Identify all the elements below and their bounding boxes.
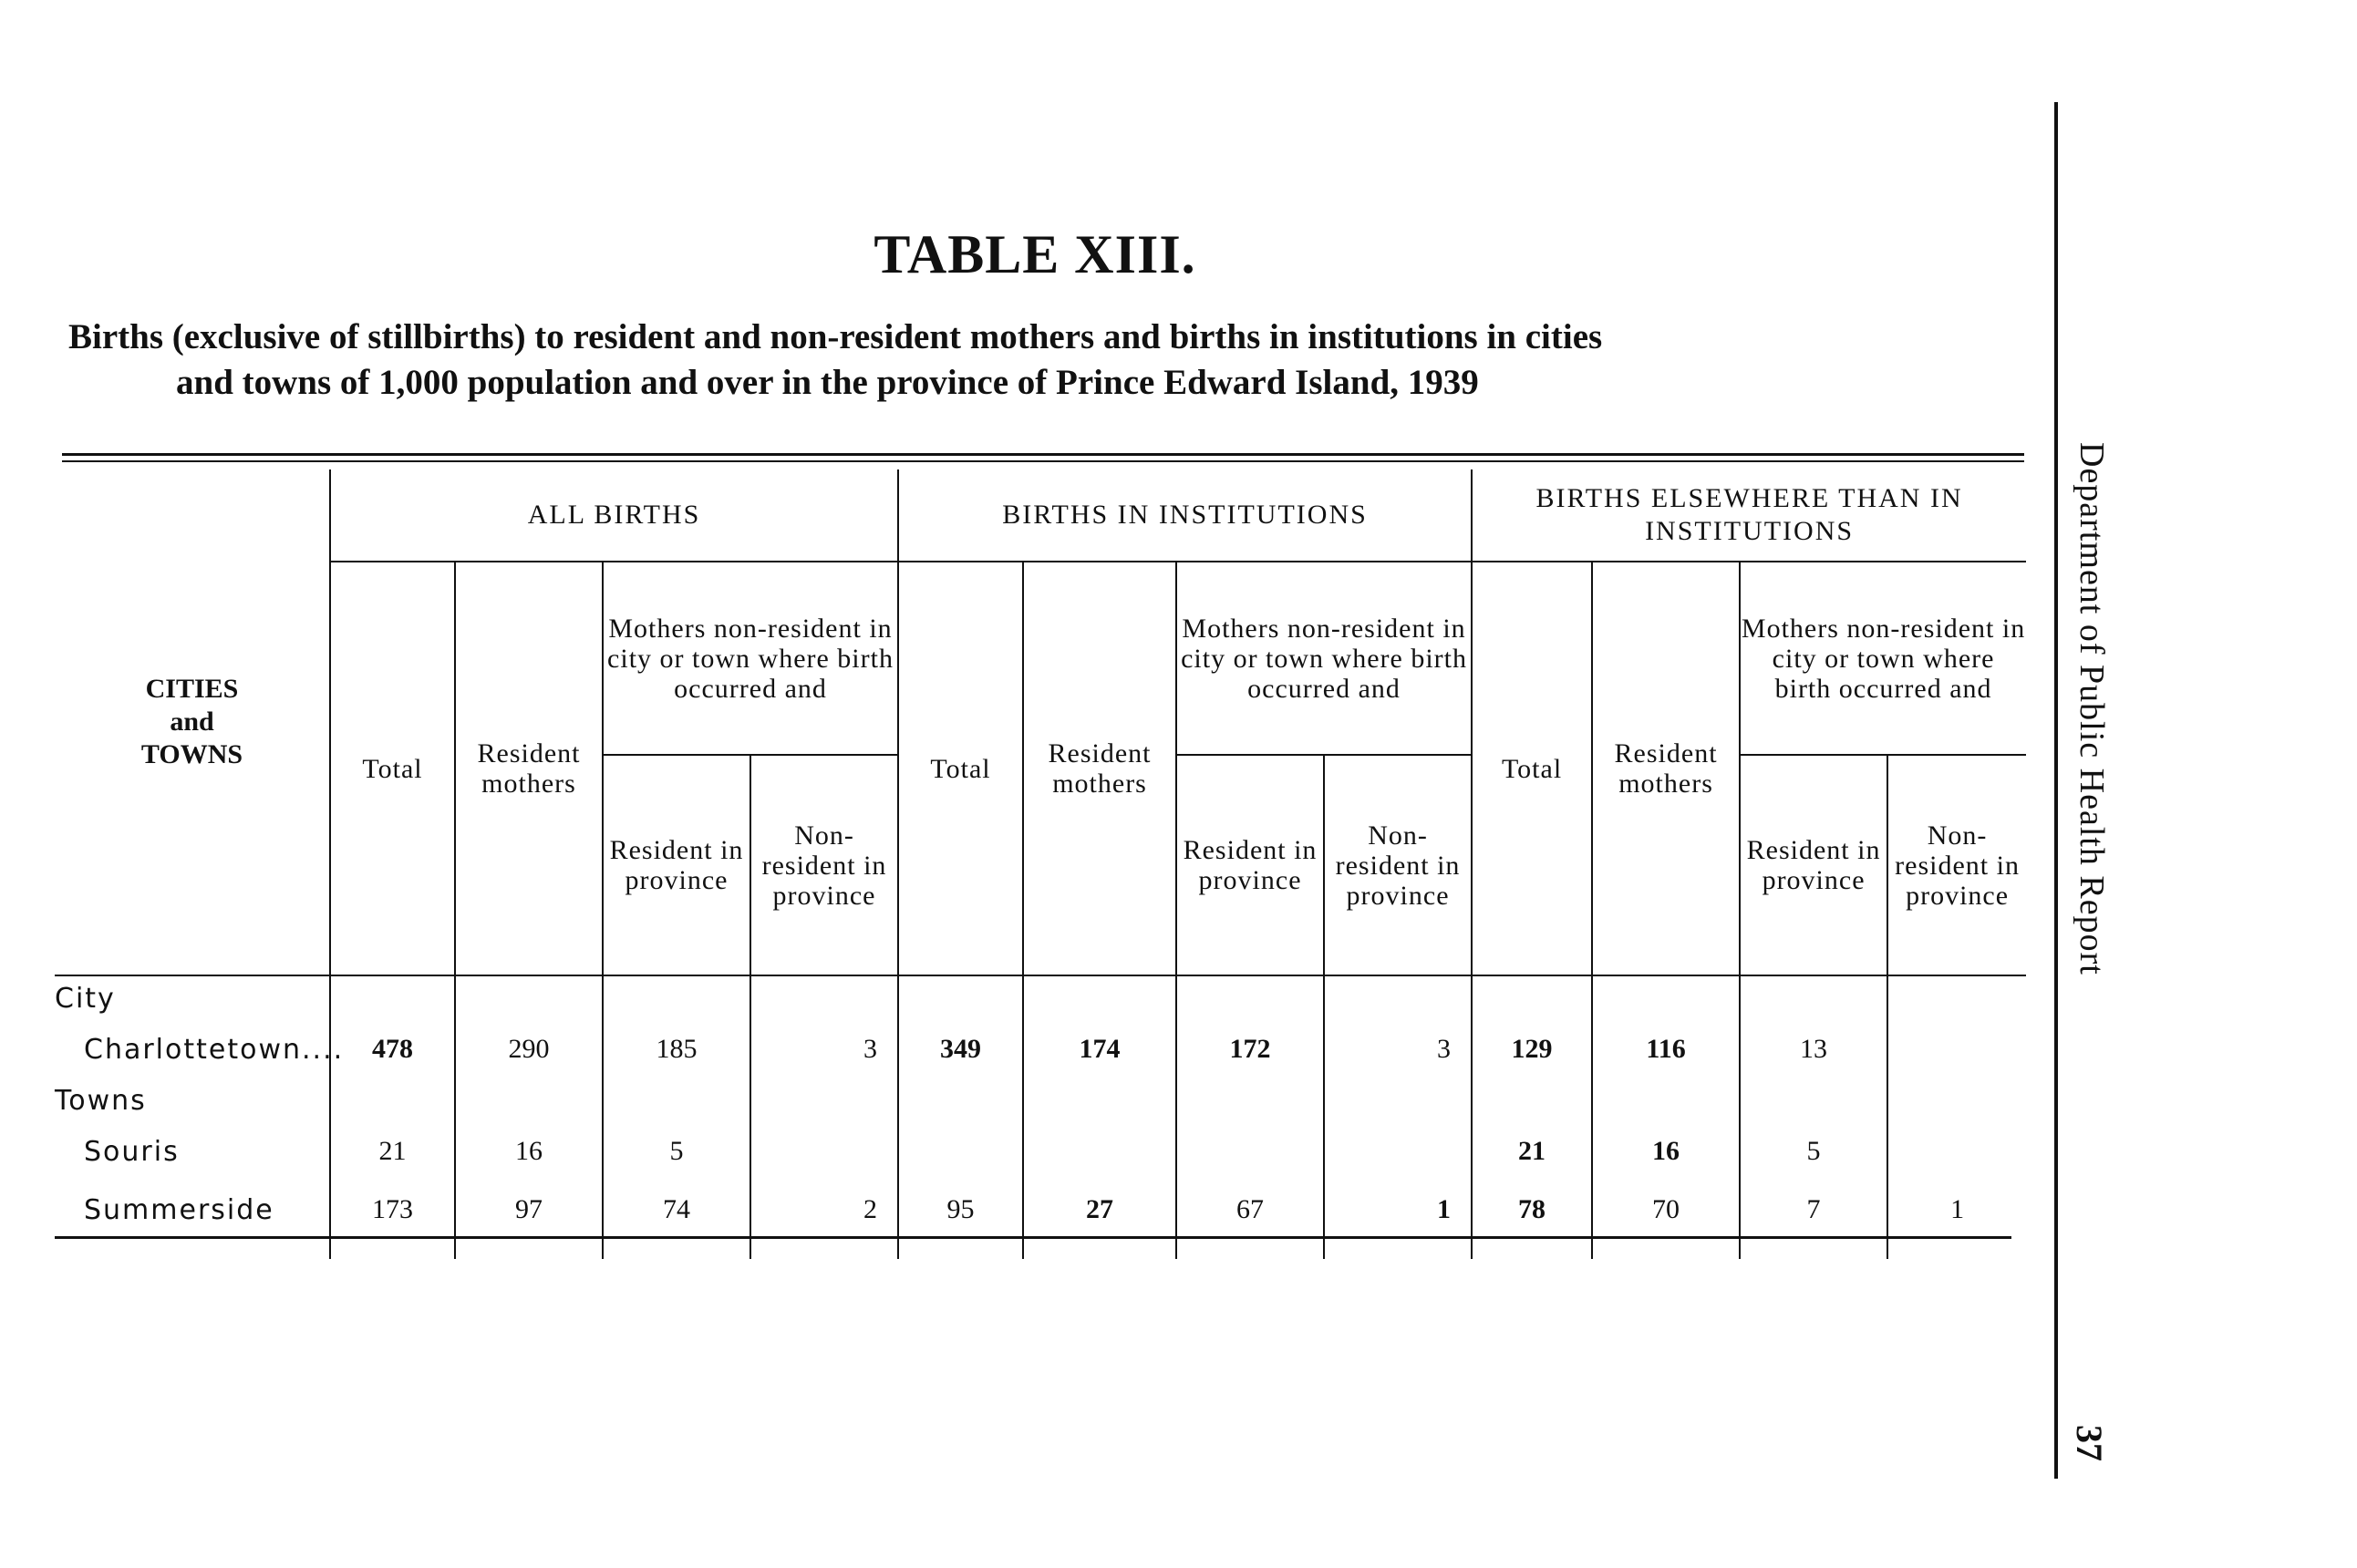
cell: 3 xyxy=(750,1020,898,1078)
cell: 1 xyxy=(1324,1181,1472,1239)
cell: 5 xyxy=(603,1122,750,1181)
group-header-births-elsewhere: BIRTHS ELSEWHERE THAN IN INSTITUTIONS xyxy=(1472,469,2026,562)
group-header-all-births: ALL BIRTHS xyxy=(330,469,898,562)
cell: 16 xyxy=(1592,1122,1740,1181)
table-row xyxy=(55,1122,2026,1181)
cell: 13 xyxy=(1740,1020,1887,1078)
births-table xyxy=(55,469,2026,1259)
cell: 290 xyxy=(455,1020,603,1078)
stub-header-line-3: TOWNS xyxy=(140,739,243,769)
cell: 16 xyxy=(455,1122,603,1181)
cell xyxy=(898,1122,1023,1181)
cell xyxy=(1887,1122,2026,1181)
col-header-resident-mothers: Resident mothers xyxy=(455,562,603,975)
col-header-resident-in-province: Resident in province xyxy=(1176,755,1324,975)
cell: 7 xyxy=(1740,1181,1887,1239)
cell xyxy=(1324,1122,1472,1181)
cell: 5 xyxy=(1740,1122,1887,1181)
caption-line-2: and towns of 1,000 population and over in the province of Prince Edward Island, 1939 xyxy=(176,363,1479,402)
col-header-total: Total xyxy=(1472,562,1592,975)
cell: 21 xyxy=(1472,1122,1592,1181)
cell: 74 xyxy=(603,1181,750,1239)
row-name: Charlottetown.... xyxy=(84,1033,345,1066)
cell: 172 xyxy=(1176,1020,1324,1078)
table-caption xyxy=(68,315,2001,406)
col-header-mothers-nonresident: Mothers non-resident in city or town where birth occurred and xyxy=(1740,562,2026,755)
col-header-nonresident-in-province: Non-resident in province xyxy=(750,755,898,975)
col-header-nonresident-in-province: Non-resident in province xyxy=(1887,755,2026,975)
cell: 173 xyxy=(330,1181,455,1239)
category-city: City xyxy=(55,982,116,1015)
cell: 349 xyxy=(898,1020,1023,1078)
col-header-total: Total xyxy=(898,562,1023,975)
col-header-mothers-nonresident: Mothers non-resident in city or town where birth occurred and xyxy=(1176,562,1472,755)
cell: 116 xyxy=(1592,1020,1740,1078)
caption-line-1: Births (exclusive of stillbirths) to resident and non-resident mothers and births in institutions in cities xyxy=(68,317,1603,356)
group-header-births-in-institutions: BIRTHS IN INSTITUTIONS xyxy=(898,469,1472,562)
stub-header-line-2: and xyxy=(170,707,214,737)
col-header-resident-in-province: Resident in province xyxy=(603,755,750,975)
category-towns: Towns xyxy=(55,1084,147,1117)
col-header-nonresident-in-province: Non-resident in province xyxy=(1324,755,1472,975)
page-number: 37 xyxy=(2069,1425,2110,1461)
cell xyxy=(1887,1020,2026,1078)
table-row xyxy=(55,1181,2026,1239)
cell: 478 xyxy=(330,1020,455,1078)
cell: 185 xyxy=(603,1020,750,1078)
cell xyxy=(1176,1122,1324,1181)
cell: 129 xyxy=(1472,1020,1592,1078)
page-edge-rule xyxy=(2054,102,2058,1479)
col-header-resident-mothers: Resident mothers xyxy=(1023,562,1176,975)
cell: 3 xyxy=(1324,1020,1472,1078)
cell xyxy=(750,1122,898,1181)
top-rule-thick xyxy=(62,453,2024,456)
bottom-rule xyxy=(55,1236,2011,1239)
col-header-resident-in-province: Resident in province xyxy=(1740,755,1887,975)
cell: 2 xyxy=(750,1181,898,1239)
col-header-mothers-nonresident: Mothers non-resident in city or town where birth occurred and xyxy=(603,562,898,755)
running-header: Department of Public Health Report xyxy=(2073,442,2111,975)
cell: 1 xyxy=(1887,1181,2026,1239)
cell xyxy=(1023,1122,1176,1181)
cell: 21 xyxy=(330,1122,455,1181)
cell: 95 xyxy=(898,1181,1023,1239)
col-header-total: Total xyxy=(330,562,455,975)
cell: 97 xyxy=(455,1181,603,1239)
row-name: Souris xyxy=(84,1135,180,1168)
cell: 78 xyxy=(1472,1181,1592,1239)
top-rule-thin xyxy=(62,460,2024,462)
table-title: TABLE XIII. xyxy=(874,224,1196,284)
cell: 27 xyxy=(1023,1181,1176,1239)
cell: 174 xyxy=(1023,1020,1176,1078)
cell: 67 xyxy=(1176,1181,1324,1239)
stub-header xyxy=(55,469,330,975)
table-row xyxy=(55,1020,2026,1078)
row-name: Summerside xyxy=(84,1193,274,1226)
col-header-resident-mothers: Resident mothers xyxy=(1592,562,1740,975)
stub-header-line-1: CITIES xyxy=(145,674,239,704)
cell: 70 xyxy=(1592,1181,1740,1239)
